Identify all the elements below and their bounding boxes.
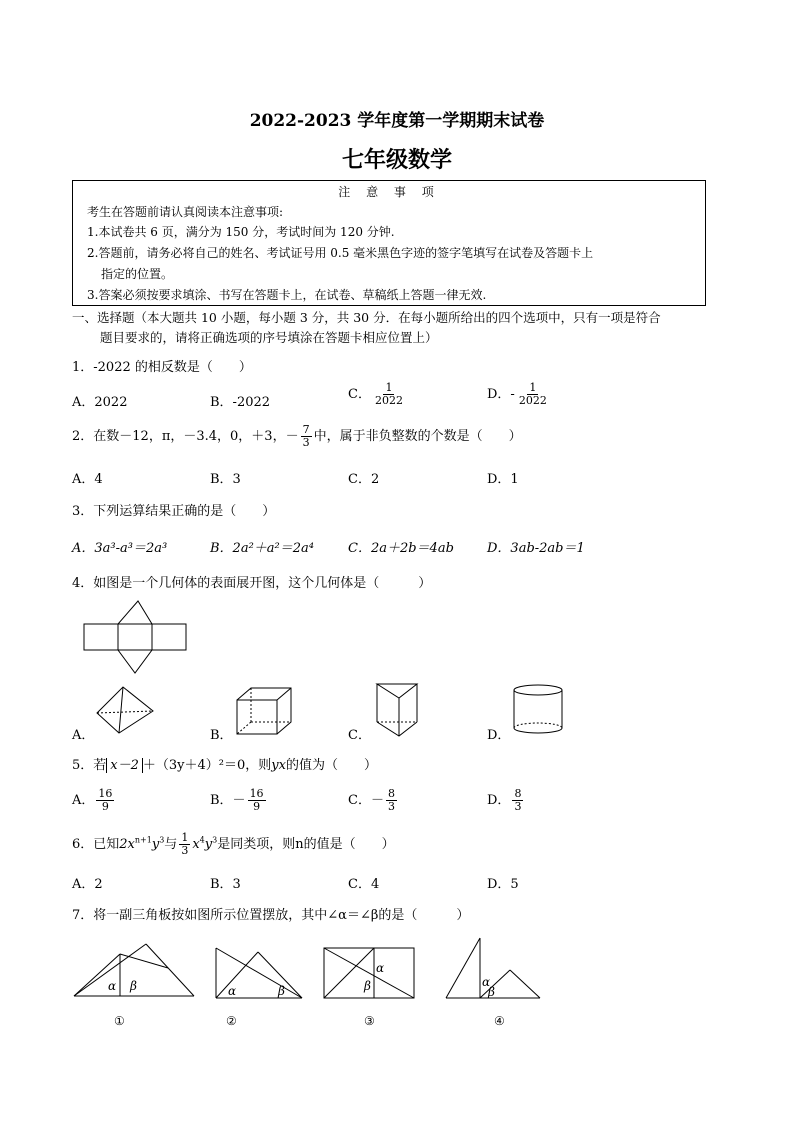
- q5-option-a: A． $\frac{16}{9}$: [72, 787, 113, 813]
- q2-stem: 2．在数－12，π，－3.4，0，＋3，－ $\frac{7}{3}$ 中，属于非负整数的个数是（ ）: [72, 423, 522, 449]
- fraction: $\frac{1}{2022}$: [374, 381, 403, 407]
- fraction: $\frac{8}{3}$: [514, 787, 522, 813]
- alpha-label: α: [482, 975, 491, 989]
- beta-label: β: [488, 985, 495, 999]
- alpha-label: α: [108, 979, 117, 993]
- beta-label: β: [130, 979, 137, 993]
- q3-option-d: D．3ab-2ab＝1: [487, 541, 585, 556]
- q2-option-b: B．3: [210, 472, 241, 487]
- q2-option-a: A．4: [72, 472, 103, 487]
- q6-option-b: B．3: [210, 877, 241, 892]
- q6-option-c: C．4: [348, 877, 380, 892]
- absolute-value: x－2: [106, 758, 143, 773]
- q4-option-c: C．: [348, 728, 371, 743]
- q6-option-a: A．2: [72, 877, 103, 892]
- notice-line: 考生在答题前请认真阅读本注意事项:: [87, 205, 284, 219]
- notice-title: 注 意 事 项: [338, 185, 440, 199]
- triangle-figure-4: [444, 934, 544, 1002]
- q1-stem: 1．-2022 的相反数是（ ）: [72, 360, 252, 375]
- q4-option-b: B．: [210, 728, 233, 743]
- q6-stem: 6．已知$2x^{n+1}y^3$与 $\frac{1}{3}$ $x^4y^3$是同类项，则n的值是（ ）: [72, 831, 395, 857]
- triangle-figure-3: [320, 944, 420, 1002]
- notice-line: 指定的位置。: [101, 267, 174, 281]
- beta-label: β: [364, 979, 371, 993]
- q1-option-a: A．2022: [72, 395, 128, 410]
- q4-option-d: D．: [487, 728, 511, 743]
- cylinder-figure: [512, 684, 564, 736]
- notice-line: 3.答案必须按要求填涂、书写在答题卡上，在试卷、草稿纸上答题一律无效.: [87, 288, 487, 302]
- tetrahedron-figure: [95, 685, 155, 735]
- q1-option-c: C． $\frac{1}{2022}$: [348, 381, 403, 407]
- figure-label-2: ②: [226, 1014, 237, 1028]
- q3-option-b: B．2a²＋a²＝2a⁴: [210, 541, 314, 556]
- figure-label-3: ③: [364, 1014, 375, 1028]
- prism-figure: [375, 682, 420, 737]
- q2-option-c: C．2: [348, 472, 380, 487]
- fraction: $\frac{8}{3}$: [387, 787, 395, 813]
- fraction: $\frac{7}{3}$: [302, 423, 310, 449]
- q3-option-c: C．2a＋2b＝4ab: [348, 541, 454, 556]
- exam-subject: 七年级数学: [341, 147, 452, 173]
- fraction: $\frac{1}{3}$: [181, 831, 189, 857]
- notice-line: 1.本试卷共 6 页，满分为 150 分，考试时间为 120 分钟.: [87, 225, 395, 239]
- notice-box: [72, 180, 706, 306]
- beta-label: β: [278, 984, 285, 998]
- section-heading-cont: 题目要求的，请将正确选项的序号填涂在答题卡相应位置上）: [100, 330, 438, 345]
- section-heading: 一、选择题（本大题共 10 小题，每小题 3 分，共 30 分．在每小题所给出的四个选项中，只有一项是符合: [72, 310, 661, 325]
- net-diagram: [82, 600, 192, 675]
- triangle-figure-2: [212, 944, 307, 1002]
- figure-label-4: ④: [494, 1014, 505, 1028]
- q7-stem: 7．将一副三角板按如图所示位置摆放，其中∠α＝∠β的是（ ）: [72, 908, 470, 923]
- fraction: $\frac{16}{9}$: [98, 787, 113, 813]
- alpha-label: α: [376, 961, 385, 975]
- q1-option-d: D．- $\frac{1}{2022}$: [487, 381, 547, 407]
- q5-option-c: C．－ $\frac{8}{3}$: [348, 787, 395, 813]
- q4-stem: 4．如图是一个几何体的表面展开图，这个几何体是（ ）: [72, 576, 432, 591]
- q4-option-a: A．: [72, 728, 95, 743]
- triangle-figure-1: [72, 940, 197, 1000]
- q5-stem: 5．若 x－2 ＋（3y＋4）²＝0，则yx的值为（ ）: [72, 758, 377, 773]
- q1-option-b: B．-2022: [210, 395, 271, 410]
- exam-title: 2022-2023 学年度第一学期期末试卷: [249, 111, 545, 131]
- q5-option-b: B．－ $\frac{16}{9}$: [210, 787, 264, 813]
- q6-option-d: D．5: [487, 877, 519, 892]
- q3-option-a: A．3a³-a³＝2a³: [72, 541, 168, 556]
- figure-label-1: ①: [114, 1014, 125, 1028]
- notice-line: 2.答题前，请务必将自己的姓名、考试证号用 0.5 毫米黑色字迹的签字笔填写在试卷及答题卡上: [87, 246, 594, 260]
- fraction: $\frac{1}{2022}$: [518, 381, 547, 407]
- cube-figure: [235, 686, 295, 736]
- alpha-label: α: [228, 984, 237, 998]
- fraction: $\frac{16}{9}$: [249, 787, 264, 813]
- q5-option-d: D． $\frac{8}{3}$: [487, 787, 522, 813]
- q3-stem: 3．下列运算结果正确的是（ ）: [72, 504, 276, 519]
- q2-option-d: D．1: [487, 472, 519, 487]
